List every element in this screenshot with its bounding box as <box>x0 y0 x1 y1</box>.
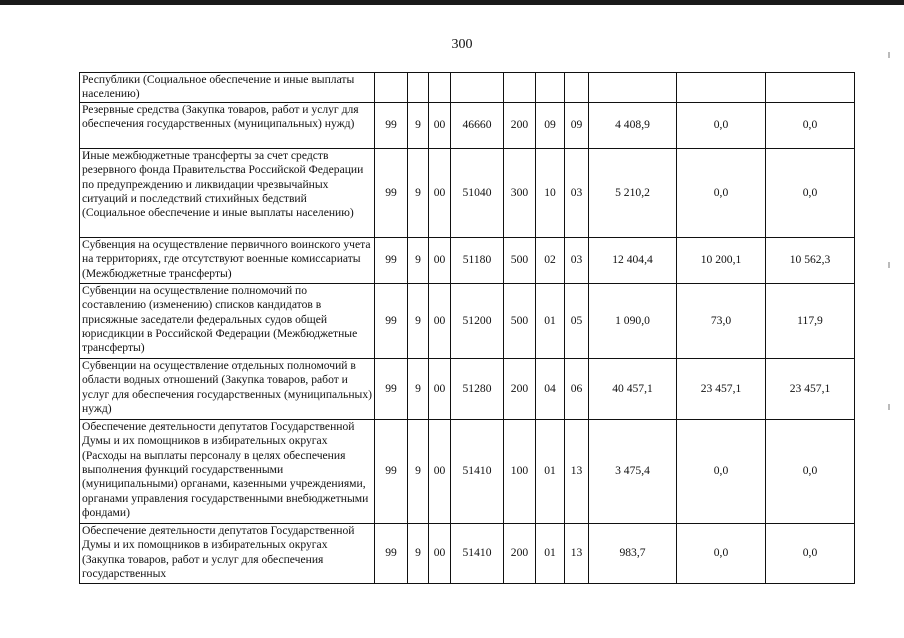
main-event-code: 00 <box>429 523 451 583</box>
expense-type-code: 200 <box>504 102 536 148</box>
section-code: 01 <box>536 283 565 358</box>
row-description: Иные межбюджетные трансферты за счет средств резервного фонда Правительства Российской Федерации по предупреждению и ликвидации чрезвычайных ситуаций и последствий стихийных бедствий (Социальное обеспечение и иные выплаты населению) <box>80 148 375 237</box>
amount-year-3 <box>766 73 855 103</box>
amount-year-2: 73,0 <box>677 283 766 358</box>
main-event-code: 00 <box>429 237 451 283</box>
expense-type-code: 500 <box>504 283 536 358</box>
subprogram-code: 9 <box>408 283 429 358</box>
amount-year-1: 3 475,4 <box>589 419 677 523</box>
amount-year-3: 10 562,3 <box>766 237 855 283</box>
direction-code: 51410 <box>451 523 504 583</box>
table-row <box>80 358 855 419</box>
subsection-code: 09 <box>565 102 589 148</box>
amount-year-1: 40 457,1 <box>589 358 677 419</box>
main-event-code: 00 <box>429 148 451 237</box>
expense-type-code: 200 <box>504 358 536 419</box>
table-row <box>80 523 855 583</box>
table-row <box>80 102 855 148</box>
subsection-code: 06 <box>565 358 589 419</box>
scan-edge-mark <box>888 262 890 268</box>
amount-year-3: 0,0 <box>766 102 855 148</box>
table-row <box>80 148 855 237</box>
program-code: 99 <box>375 419 408 523</box>
direction-code: 51040 <box>451 148 504 237</box>
subprogram-code <box>408 73 429 103</box>
amount-year-2: 0,0 <box>677 148 766 237</box>
main-event-code <box>429 73 451 103</box>
subsection-code <box>565 73 589 103</box>
direction-code: 46660 <box>451 102 504 148</box>
amount-year-2: 0,0 <box>677 102 766 148</box>
section-code: 02 <box>536 237 565 283</box>
row-description: Обеспечение деятельности депутатов Государственной Думы и их помощников в избирательных округах (Расходы на выплаты персоналу в целях обеспечения выполнения функций государственными (муниципальными) органами, казенными учреждениями, органами управления государственными внебюджетными фондами) <box>80 419 375 523</box>
program-code: 99 <box>375 358 408 419</box>
amount-year-2 <box>677 73 766 103</box>
subprogram-code: 9 <box>408 102 429 148</box>
amount-year-1: 983,7 <box>589 523 677 583</box>
amount-year-2: 0,0 <box>677 523 766 583</box>
row-description: Субвенции на осуществление отдельных полномочий в области водных отношений (Закупка товаров, работ и услуг для обеспечения государственных (муниципальных) нужд) <box>80 358 375 419</box>
row-description: Республики (Социальное обеспечение и иные выплаты населению) <box>80 73 375 103</box>
main-event-code: 00 <box>429 283 451 358</box>
amount-year-3: 0,0 <box>766 419 855 523</box>
amount-year-1: 4 408,9 <box>589 102 677 148</box>
program-code: 99 <box>375 523 408 583</box>
amount-year-1: 1 090,0 <box>589 283 677 358</box>
subprogram-code: 9 <box>408 237 429 283</box>
table-row <box>80 237 855 283</box>
scan-top-border <box>0 0 904 5</box>
program-code: 99 <box>375 237 408 283</box>
amount-year-2: 0,0 <box>677 419 766 523</box>
subprogram-code: 9 <box>408 523 429 583</box>
section-code: 01 <box>536 523 565 583</box>
amount-year-2: 10 200,1 <box>677 237 766 283</box>
program-code: 99 <box>375 148 408 237</box>
direction-code <box>451 73 504 103</box>
amount-year-3: 117,9 <box>766 283 855 358</box>
direction-code: 51180 <box>451 237 504 283</box>
subprogram-code: 9 <box>408 419 429 523</box>
direction-code: 51410 <box>451 419 504 523</box>
row-description: Обеспечение деятельности депутатов Государственной Думы и их помощников в избирательных округах (Закупка товаров, работ и услуг для обеспечения государственных <box>80 523 375 583</box>
subprogram-code: 9 <box>408 358 429 419</box>
amount-year-1 <box>589 73 677 103</box>
subsection-code: 13 <box>565 419 589 523</box>
page-number: 300 <box>451 37 473 52</box>
row-description: Резервные средства (Закупка товаров, работ и услуг для обеспечения государственных (муниципальных) нужд) <box>80 102 375 148</box>
subsection-code: 13 <box>565 523 589 583</box>
amount-year-1: 5 210,2 <box>589 148 677 237</box>
table-row <box>80 283 855 358</box>
section-code: 01 <box>536 419 565 523</box>
section-code: 10 <box>536 148 565 237</box>
main-event-code: 00 <box>429 102 451 148</box>
row-description: Субвенции на осуществление полномочий по составлению (изменению) списков кандидатов в присяжные заседатели федеральных судов общей юрисдикции в Российской Федерации (Межбюджетные трансферты) <box>80 283 375 358</box>
amount-year-3: 23 457,1 <box>766 358 855 419</box>
subsection-code: 05 <box>565 283 589 358</box>
amount-year-2: 23 457,1 <box>677 358 766 419</box>
table-row <box>80 73 855 103</box>
budget-table <box>79 72 855 584</box>
expense-type-code: 200 <box>504 523 536 583</box>
program-code: 99 <box>375 283 408 358</box>
row-description: Субвенция на осуществление первичного воинского учета на территориях, где отсутствуют военные комиссариаты (Межбюджетные трансферты) <box>80 237 375 283</box>
amount-year-1: 12 404,4 <box>589 237 677 283</box>
scan-edge-mark <box>888 404 890 410</box>
expense-type-code: 500 <box>504 237 536 283</box>
subprogram-code: 9 <box>408 148 429 237</box>
section-code: 09 <box>536 102 565 148</box>
expense-type-code <box>504 73 536 103</box>
direction-code: 51280 <box>451 358 504 419</box>
section-code <box>536 73 565 103</box>
direction-code: 51200 <box>451 283 504 358</box>
program-code: 99 <box>375 102 408 148</box>
main-event-code: 00 <box>429 358 451 419</box>
subsection-code: 03 <box>565 237 589 283</box>
expense-type-code: 100 <box>504 419 536 523</box>
scan-edge-mark <box>888 52 890 58</box>
amount-year-3: 0,0 <box>766 523 855 583</box>
section-code: 04 <box>536 358 565 419</box>
table-row <box>80 419 855 523</box>
subsection-code: 03 <box>565 148 589 237</box>
amount-year-3: 0,0 <box>766 148 855 237</box>
program-code <box>375 73 408 103</box>
main-event-code: 00 <box>429 419 451 523</box>
expense-type-code: 300 <box>504 148 536 237</box>
